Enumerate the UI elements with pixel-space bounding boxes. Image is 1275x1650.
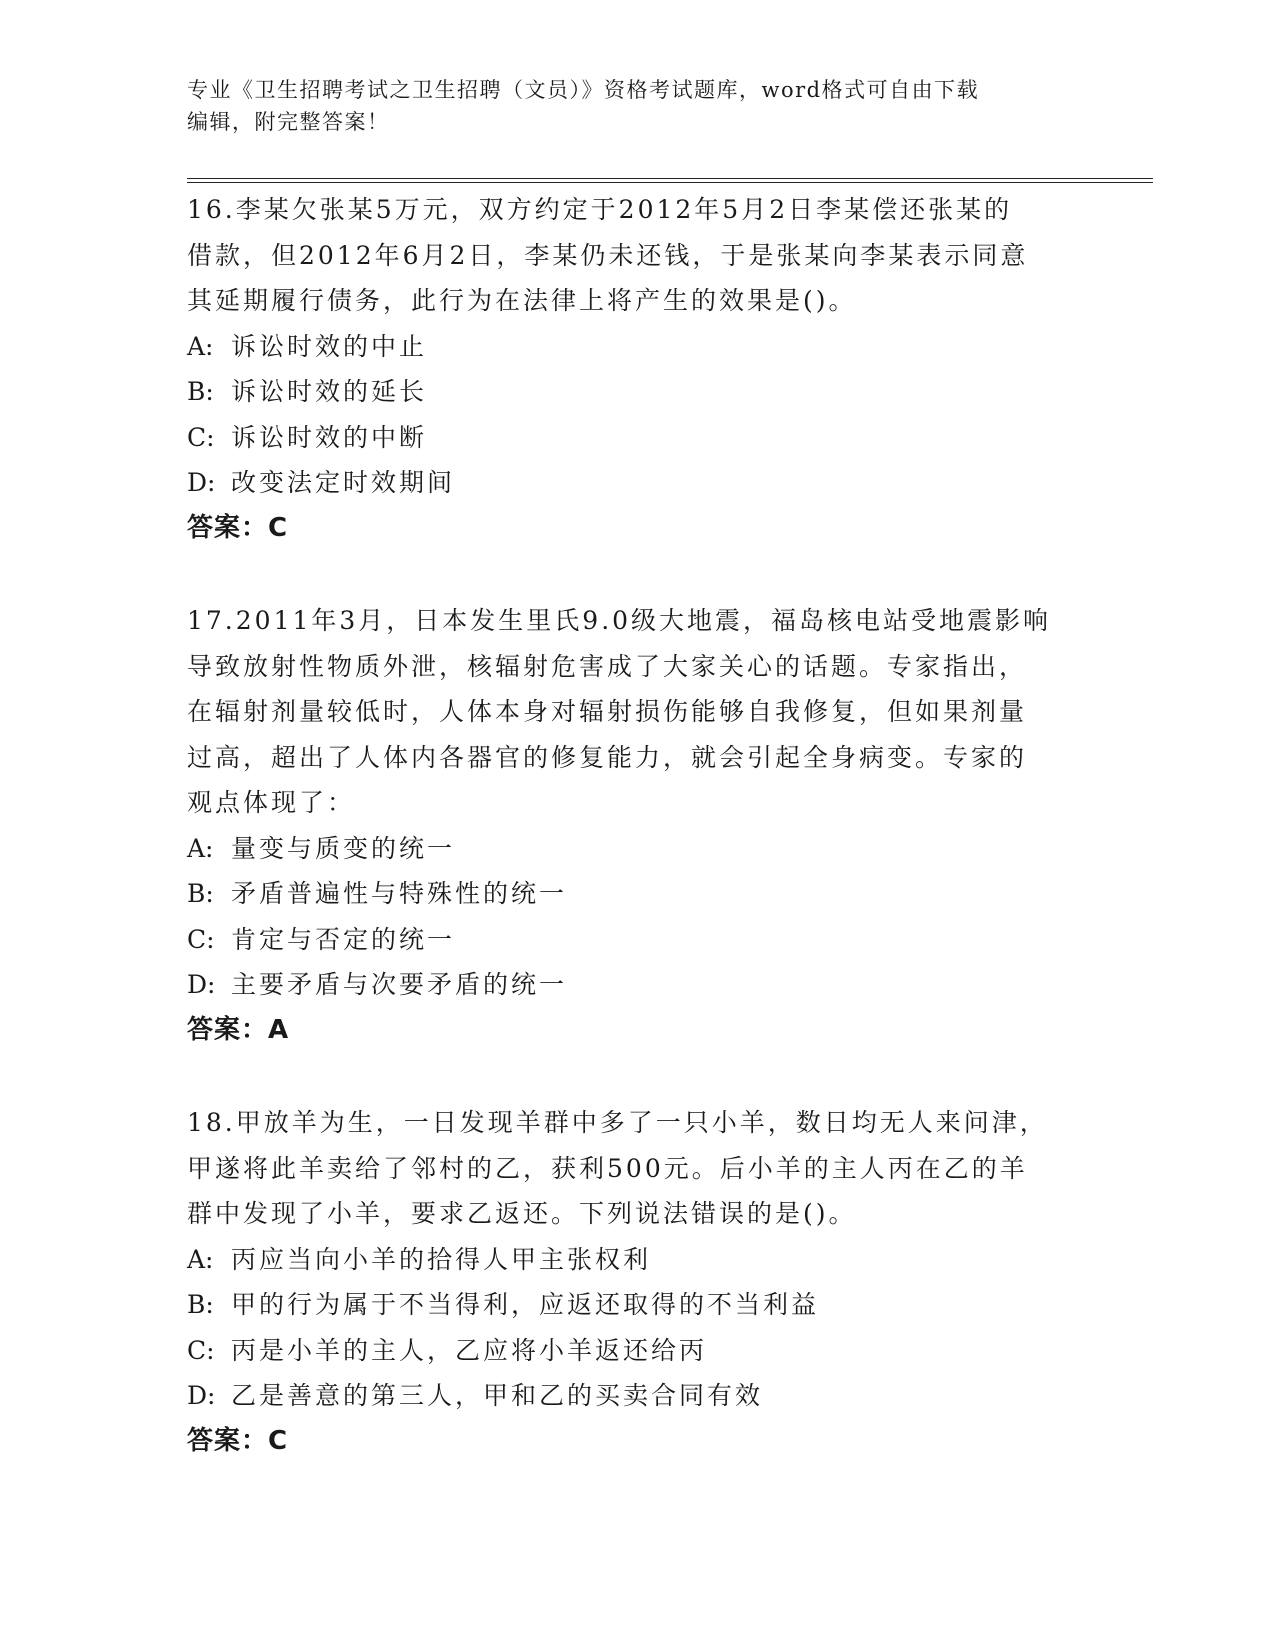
option-b — [187, 369, 1087, 415]
option-key: C: — [187, 422, 215, 452]
question-stem-line: 在辐射剂量较低时，人体本身对辐射损伤能够自我修复，但如果剂量 — [187, 697, 1028, 726]
option-key: A: — [187, 331, 214, 361]
question-17 — [187, 598, 1087, 1053]
option-text: 改变法定时效期间 — [231, 468, 456, 497]
answer-label: 答案：A — [187, 1014, 290, 1045]
option-d — [187, 962, 1087, 1008]
option-key: B: — [187, 377, 214, 406]
option-a — [187, 324, 1087, 370]
question-stem-line: 其延期履行债务，此行为在法律上将产生的效果是()。 — [187, 286, 857, 315]
question-stem-line: 群中发现了小羊，要求乙返还。下列说法错误的是()。 — [187, 1199, 857, 1228]
option-b — [187, 871, 1087, 917]
option-text: 丙应当向小羊的拾得人甲主张权利 — [231, 1244, 652, 1274]
option-text: 诉讼时效的中止 — [231, 331, 428, 361]
option-c — [187, 917, 1087, 963]
option-text: 主要矛盾与次要矛盾的统一 — [231, 970, 568, 999]
question-stem-line: 甲遂将此羊卖给了邻村的乙，获利500元。后小羊的主人丙在乙的羊 — [187, 1153, 1028, 1183]
option-key: B: — [187, 879, 214, 908]
option-a — [187, 826, 1087, 872]
option-text: 诉讼时效的中断 — [231, 422, 428, 452]
option-key: A: — [187, 833, 214, 863]
answer-label: 答案：C — [187, 512, 289, 543]
option-b — [187, 1282, 1087, 1328]
header-divider — [187, 178, 1153, 183]
option-a — [187, 1237, 1087, 1283]
option-text: 诉讼时效的延长 — [231, 377, 428, 406]
question-stem-line: 16.李某欠张某5万元，双方约定于2012年5月2日李某偿还张某的 — [187, 195, 1013, 224]
option-key: C: — [187, 1335, 215, 1365]
option-key: D: — [187, 1381, 216, 1410]
option-c — [187, 1328, 1087, 1374]
question-stem-line: 18.甲放羊为生，一日发现羊群中多了一只小羊，数日均无人来问津， — [187, 1108, 1048, 1137]
question-stem-line: 观点体现了： — [187, 788, 356, 817]
option-d — [187, 1373, 1087, 1419]
option-text: 肯定与否定的统一 — [231, 924, 456, 954]
option-key: D: — [187, 970, 216, 999]
option-c — [187, 415, 1087, 461]
document-header — [187, 74, 1067, 138]
header-line-1: 专业《卫生招聘考试之卫生招聘（文员）》资格考试题库，word格式可自由下载 — [187, 78, 980, 102]
option-text: 丙是小羊的主人，乙应将小羊返还给丙 — [231, 1335, 708, 1365]
question-stem-line: 过高，超出了人体内各器官的修复能力，就会引起全身病变。专家的 — [187, 742, 1028, 772]
option-text: 量变与质变的统一 — [231, 833, 456, 863]
question-18 — [187, 1100, 1087, 1464]
answer-label: 答案：C — [187, 1425, 289, 1456]
option-key: A: — [187, 1244, 214, 1274]
option-text: 乙是善意的第三人，甲和乙的买卖合同有效 — [231, 1381, 764, 1410]
option-key: B: — [187, 1290, 214, 1319]
option-key: C: — [187, 924, 215, 954]
option-text: 矛盾普遍性与特殊性的统一 — [231, 879, 568, 908]
option-text: 甲的行为属于不当得利，应返还取得的不当利益 — [231, 1290, 820, 1319]
header-line-2: 编辑，附完整答案！ — [187, 110, 390, 134]
question-stem-line: 借款，但2012年6月2日，李某仍未还钱，于是张某向李某表示同意 — [187, 240, 1029, 270]
option-key: D: — [187, 468, 216, 497]
option-d — [187, 460, 1087, 506]
question-16 — [187, 187, 1087, 551]
question-stem-line: 导致放射性物质外泄，核辐射危害成了大家关心的话题。专家指出， — [187, 651, 1028, 681]
question-stem-line: 17.2011年3月，日本发生里氏9.0级大地震，福岛核电站受地震影响 — [187, 606, 1052, 635]
